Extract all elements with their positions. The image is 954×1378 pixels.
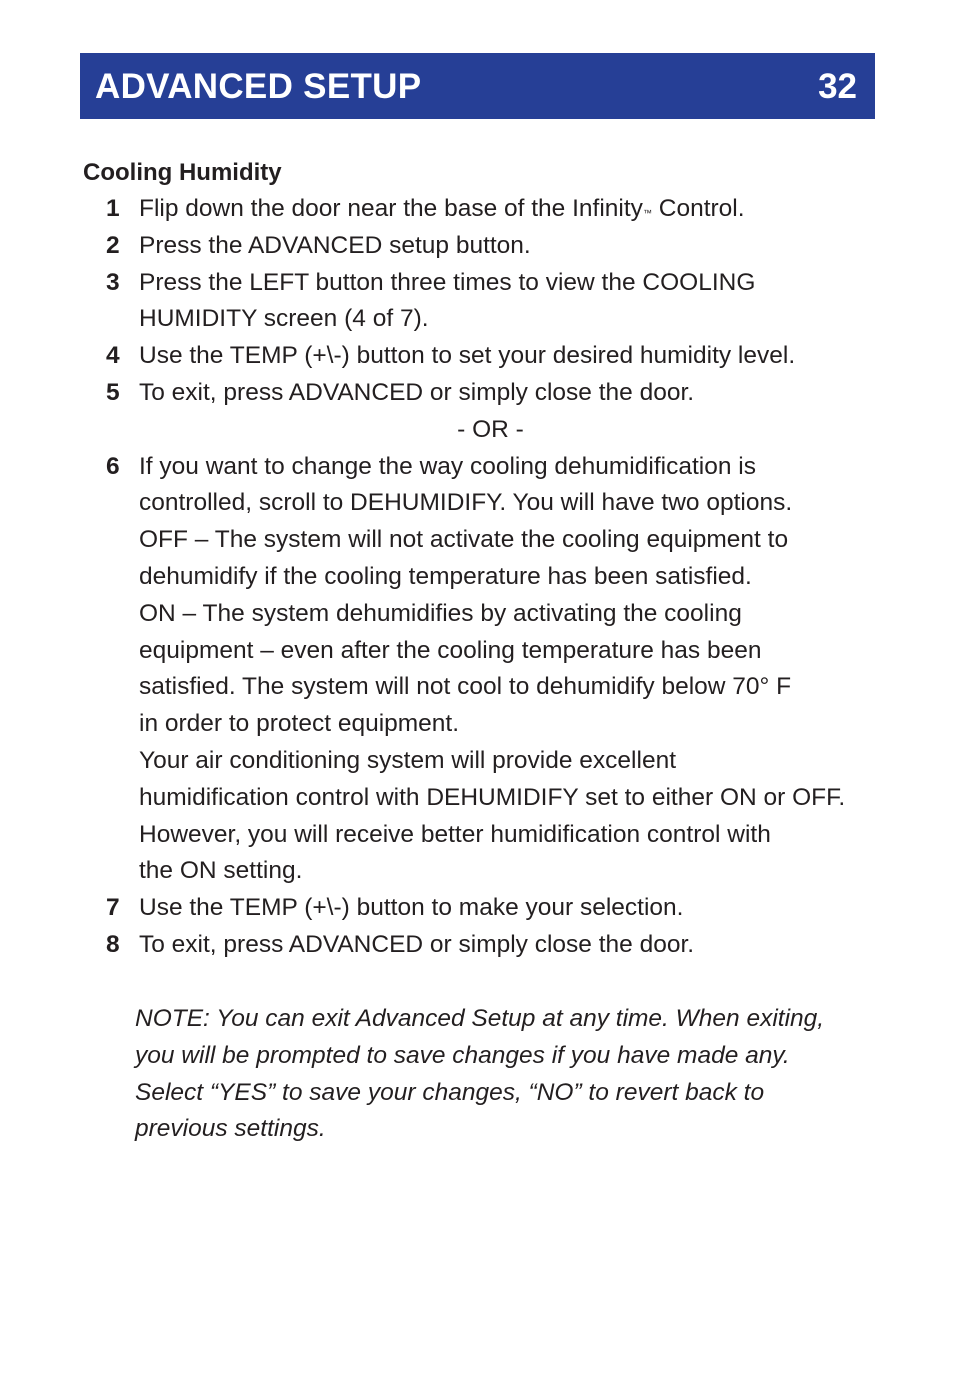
note-block (135, 1001, 895, 1148)
step-text-line: HUMIDITY screen (4 of 7). (139, 305, 429, 333)
step-text: Use the TEMP (+\-) button to make your selection. (139, 894, 684, 922)
step-text-line: in order to protect equipment. (139, 710, 460, 738)
step-text-line: humidification control with DEHUMIDIFY set to either ON or OFF. (139, 783, 846, 811)
step-5 (83, 375, 893, 412)
step-number: 8 (106, 930, 120, 958)
trademark-symbol: ™ (642, 208, 652, 218)
steps-list (83, 191, 893, 964)
step-number: 6 (106, 452, 120, 480)
step-text-line: equipment – even after the cooling temperature has been (139, 636, 762, 664)
step-8 (83, 927, 893, 964)
step-number: 3 (106, 268, 120, 296)
page-header (80, 53, 875, 119)
step-1 (83, 191, 893, 228)
step-text-end: Control. (651, 195, 745, 222)
step-text-line: Press the LEFT button three times to view the COOLING (139, 268, 756, 296)
note-line: you will be prompted to save changes if you have made any. (135, 1041, 790, 1069)
step-text-line: dehumidify if the cooling temperature has been satisfied. (139, 562, 752, 590)
step-text-line: Your air conditioning system will provide excellent (139, 746, 677, 774)
step-text-line: OFF – The system will not activate the cooling equipment to (139, 526, 789, 554)
step-number: 2 (106, 231, 120, 259)
step-number: 5 (106, 378, 120, 406)
step-7 (83, 890, 893, 927)
note-line: Select “YES” to save your changes, “NO” to revert back to (135, 1078, 765, 1106)
header-title: ADVANCED SETUP (95, 67, 422, 106)
step-text-line: ON – The system dehumidifies by activating the cooling (139, 599, 742, 627)
step-number: 4 (106, 342, 120, 370)
step-text-line: If you want to change the way cooling dehumidification is (139, 452, 756, 480)
page-number: 32 (818, 67, 857, 106)
step-4 (83, 338, 893, 375)
step-number: 1 (106, 195, 120, 222)
step-number: 7 (106, 894, 120, 922)
step-text: To exit, press ADVANCED or simply close the door. (139, 378, 695, 406)
or-separator: - OR - (457, 415, 524, 443)
step-text-line: the ON setting. (139, 857, 303, 885)
step-text: Flip down the door near the base of the Infinity (139, 195, 643, 222)
step-text-line: However, you will receive better humidification control with (139, 820, 771, 848)
note-line: NOTE: You can exit Advanced Setup at any time. When exiting, (135, 1005, 825, 1032)
step-text: To exit, press ADVANCED or simply close the door. (139, 930, 695, 958)
step-text: Press the ADVANCED setup button. (139, 231, 531, 259)
section-title: Cooling Humidity (83, 159, 282, 186)
step-3 (83, 265, 893, 339)
step-text: Use the TEMP (+\-) button to set your desired humidity level. (139, 342, 796, 370)
step-text-line: controlled, scroll to DEHUMIDIFY. You will have two options. (139, 489, 793, 517)
step-text-line: satisfied. The system will not cool to dehumidify below 70° F (139, 673, 792, 701)
step-6 (83, 449, 893, 891)
step-2 (83, 228, 893, 265)
note-line: previous settings. (135, 1115, 326, 1143)
